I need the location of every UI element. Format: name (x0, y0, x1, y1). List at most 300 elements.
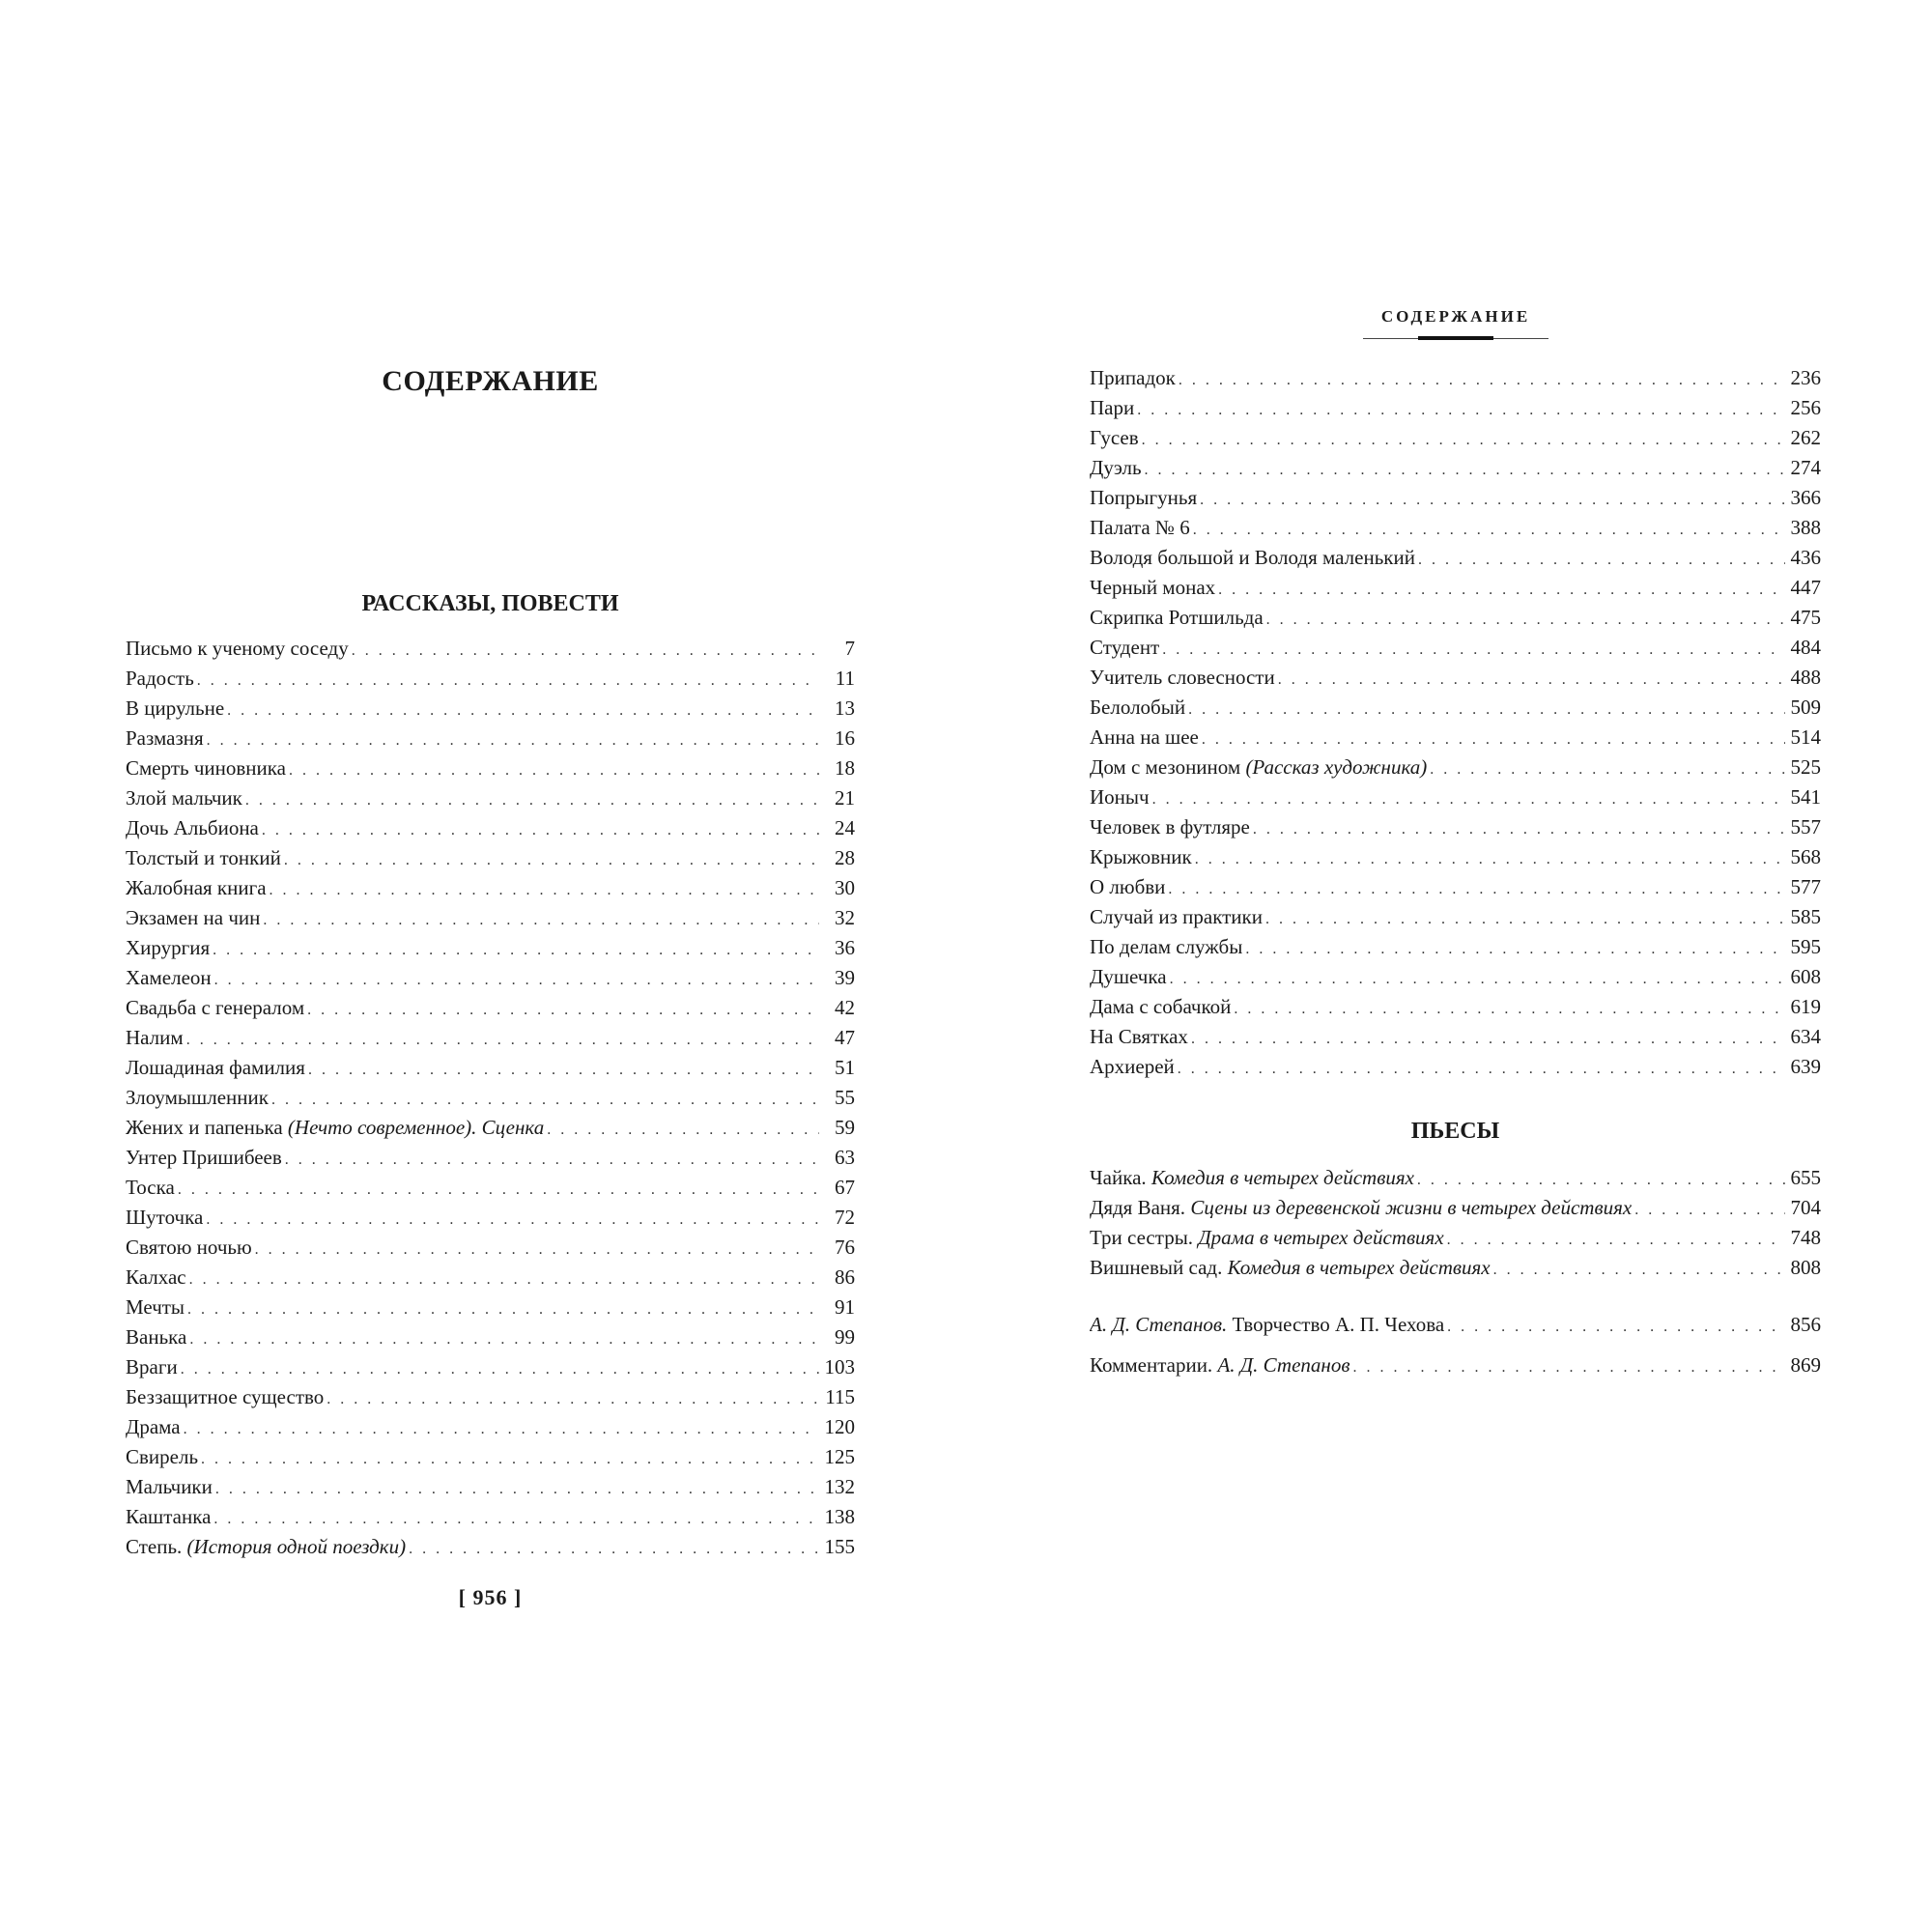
toc-leader-dots (1253, 814, 1785, 842)
toc-item-title-text: Мальчики (126, 1475, 213, 1498)
toc-item[interactable] (126, 694, 855, 724)
toc-item[interactable] (126, 664, 855, 694)
toc-item-title-text: Володя большой и Володя маленький (1090, 546, 1415, 569)
toc-leader-dots (184, 1414, 819, 1442)
toc-item-title (1090, 1163, 1414, 1193)
toc-item-page: 72 (835, 1206, 855, 1229)
toc-item-title (1090, 902, 1263, 932)
running-head: СОДЕРЖАНИЕ (1380, 307, 1531, 326)
toc-item-title (126, 1173, 175, 1203)
toc-leader-dots (262, 815, 819, 843)
toc-item[interactable] (1090, 483, 1821, 513)
toc-leader-dots (1195, 844, 1785, 872)
toc-item-title (126, 993, 304, 1023)
toc-item[interactable] (126, 813, 855, 843)
toc-leader-dots (1200, 485, 1785, 513)
toc-item-page: 76 (835, 1236, 855, 1259)
toc-leader-dots (245, 785, 819, 813)
toc-item-title-text: Дуэль (1090, 456, 1142, 479)
toc-item-page: 634 (1790, 1025, 1821, 1048)
toc-item[interactable] (1090, 663, 1821, 693)
toc-item-title-text: Гусев (1090, 426, 1139, 449)
toc-item-title-text: Творчество А. П. Чехова (1232, 1313, 1445, 1336)
toc-item[interactable] (1090, 573, 1821, 603)
toc-item[interactable] (1090, 1350, 1821, 1380)
toc-item-page: 103 (824, 1355, 855, 1378)
toc-item-title (1090, 1223, 1444, 1253)
toc-item-page: 262 (1790, 426, 1821, 449)
toc-leader-dots (284, 845, 819, 873)
toc-leader-dots (1493, 1255, 1785, 1283)
toc-item[interactable] (1090, 393, 1821, 423)
toc-comments (1090, 1350, 1821, 1380)
toc-leader-dots (1202, 724, 1785, 753)
page-number: [ 956 ] (458, 1585, 523, 1609)
toc-item[interactable] (1090, 962, 1821, 992)
toc-item[interactable] (1090, 363, 1821, 393)
toc-item-title-text: Черный монах (1090, 576, 1216, 599)
toc-item[interactable] (126, 634, 855, 664)
toc-item[interactable] (1090, 782, 1821, 812)
toc-item-title (1090, 363, 1176, 393)
toc-item-title-text: Свадьба с генералом (126, 996, 305, 1019)
toc-item-page: 47 (835, 1026, 855, 1049)
toc-item-page: 67 (835, 1176, 855, 1199)
toc-leader-dots (1447, 1312, 1785, 1340)
toc-item-title-text: Унтер Пришибеев (126, 1146, 282, 1169)
toc-leader-dots (201, 1444, 819, 1472)
toc-item-page: 16 (835, 726, 855, 750)
toc-item-title (126, 933, 210, 963)
toc-leader-dots (1234, 994, 1785, 1022)
toc-item-page: 18 (835, 756, 855, 780)
toc-leader-dots (178, 1175, 819, 1203)
toc-item-title (126, 1083, 269, 1113)
toc-item-title (1090, 573, 1215, 603)
toc-leader-dots (1278, 665, 1785, 693)
toc-item-title (126, 903, 260, 933)
toc-item-title (126, 1472, 213, 1502)
toc-item-page: 436 (1790, 546, 1821, 569)
toc-item-page: 585 (1790, 905, 1821, 928)
toc-item-page: 274 (1790, 456, 1821, 479)
toc-item-title-text: Пари (1090, 396, 1135, 419)
toc-item-title-text: Дама с собачкой (1090, 995, 1232, 1018)
toc-item-title (1090, 1253, 1491, 1283)
toc-item[interactable] (1090, 423, 1821, 453)
toc-item-subtitle: Комедия в четырех действиях (1151, 1166, 1414, 1189)
toc-item-title (1090, 663, 1275, 693)
toc-item[interactable] (126, 1322, 855, 1352)
toc-item-title-text: О любви (1090, 875, 1166, 898)
toc-item-title (126, 783, 242, 813)
toc-item-title (126, 634, 349, 664)
toc-item[interactable] (126, 963, 855, 993)
toc-leader-dots (327, 1384, 819, 1412)
toc-item[interactable] (1090, 513, 1821, 543)
toc-item[interactable] (1090, 453, 1821, 483)
toc-item-page: 256 (1790, 396, 1821, 419)
toc-item[interactable] (126, 1083, 855, 1113)
toc-item[interactable] (126, 1023, 855, 1053)
toc-item[interactable] (126, 724, 855, 753)
toc-item-title-text: Припадок (1090, 366, 1176, 389)
toc-item-page: 447 (1790, 576, 1821, 599)
toc-leader-dots (1218, 575, 1785, 603)
toc-item-title-text: Размазня (126, 726, 204, 750)
toc-item-title-text: Тоска (126, 1176, 175, 1199)
toc-item-title (126, 813, 259, 843)
toc-leader-dots (270, 875, 819, 903)
toc-item-page: 39 (835, 966, 855, 989)
toc-item-title-text: Враги (126, 1355, 178, 1378)
toc-item-page: 91 (835, 1295, 855, 1319)
toc-item[interactable] (126, 1382, 855, 1412)
toc-item[interactable] (126, 903, 855, 933)
toc-item-page: 21 (835, 786, 855, 810)
toc-item[interactable] (126, 1113, 855, 1143)
toc-item-title-text: Драма (126, 1415, 181, 1438)
toc-item-title (1090, 423, 1139, 453)
toc-leader-dots (1178, 1054, 1785, 1082)
toc-leader-dots (1245, 934, 1785, 962)
toc-item-page: 748 (1790, 1226, 1821, 1249)
toc-item-page: 132 (824, 1475, 855, 1498)
toc-item-page: 484 (1790, 636, 1821, 659)
toc-item-author: А. Д. Степанов. (1090, 1313, 1228, 1336)
toc-item-page: 7 (844, 637, 855, 660)
toc-item-title (126, 843, 281, 873)
toc-leader-dots (189, 1264, 819, 1293)
toc-item-title-text: Шуточка (126, 1206, 204, 1229)
toc-leader-dots (1634, 1195, 1785, 1223)
toc-item[interactable] (1090, 1223, 1821, 1253)
toc-item[interactable] (126, 1173, 855, 1203)
toc-item-title-text: Ванька (126, 1325, 187, 1349)
toc-item-title (1090, 872, 1165, 902)
toc-item-title-text: Попрыгунья (1090, 486, 1198, 509)
toc-item-title-text: Каштанка (126, 1505, 212, 1528)
toc-item[interactable] (1090, 633, 1821, 663)
toc-item-title-text: Душечка (1090, 965, 1167, 988)
toc-leader-dots (1162, 635, 1785, 663)
toc-item-title-text: Архиерей (1090, 1055, 1175, 1078)
toc-item-title (1090, 1052, 1175, 1082)
toc-item-page: 30 (835, 876, 855, 899)
toc-leader-dots (1352, 1352, 1785, 1380)
toc-item-author: А. Д. Степанов (1217, 1353, 1350, 1377)
toc-item[interactable] (1090, 812, 1821, 842)
toc-leader-dots (1418, 545, 1785, 573)
toc-item-page: 42 (835, 996, 855, 1019)
toc-item-title (126, 694, 224, 724)
toc-item-title-text: Учитель словесности (1090, 666, 1275, 689)
toc-leader-dots (352, 636, 819, 664)
toc-leader-dots (263, 905, 819, 933)
toc-item-title-text: Хирургия (126, 936, 211, 959)
toc-item-subtitle: (Нечто современное). Сценка (287, 1116, 545, 1139)
toc-item-page: 28 (835, 846, 855, 869)
toc-item-page: 366 (1790, 486, 1821, 509)
toc-item-title-text: Жених и папенька (126, 1116, 283, 1139)
toc-leader-dots (207, 725, 819, 753)
toc-item-title (126, 724, 204, 753)
toc-item-title (126, 1233, 252, 1263)
toc-item[interactable] (1090, 693, 1821, 723)
toc-item[interactable] (126, 1053, 855, 1083)
toc-item-page: 568 (1790, 845, 1821, 868)
toc-item-page: 32 (835, 906, 855, 929)
toc-item[interactable] (126, 783, 855, 813)
toc-item-page: 115 (825, 1385, 855, 1408)
toc-leader-dots (547, 1115, 819, 1143)
toc-item-title-text: Скрипка Ротшильда (1090, 606, 1264, 629)
toc-item-title-text: Мечты (126, 1295, 185, 1319)
toc-item-title (126, 1023, 184, 1053)
toc-leader-dots (215, 1474, 819, 1502)
toc-item-title (126, 1263, 186, 1293)
toc-leader-dots (227, 696, 819, 724)
toc-item-title (1090, 1193, 1632, 1223)
toc-item-title-text: Палата № 6 (1090, 516, 1190, 539)
toc-item-title-text: Злой мальчик (126, 786, 242, 810)
toc-item-title-text: Случай из практики (1090, 905, 1263, 928)
toc-item-title (126, 1053, 305, 1083)
toc-item[interactable] (1090, 1193, 1821, 1223)
toc-item-page: 541 (1790, 785, 1821, 809)
toc-item-title (1090, 782, 1150, 812)
toc-item-title-text: Злоумышленник (126, 1086, 269, 1109)
toc-item[interactable] (126, 1442, 855, 1472)
toc-item-page: 655 (1790, 1166, 1821, 1189)
toc-item-page: 608 (1790, 965, 1821, 988)
toc-item[interactable] (126, 1352, 855, 1382)
toc-leader-dots (255, 1235, 819, 1263)
toc-item[interactable] (1090, 1163, 1821, 1193)
toc-list-stories-left (126, 634, 855, 1562)
toc-item-page: 869 (1790, 1353, 1821, 1377)
toc-item[interactable] (126, 1502, 855, 1532)
toc-item-title-text: В цирульне (126, 696, 225, 720)
toc-item-title-text: Калхас (126, 1265, 186, 1289)
toc-item-page: 125 (824, 1445, 855, 1468)
toc-item-page: 388 (1790, 516, 1821, 539)
toc-item-title-text: Свирель (126, 1445, 199, 1468)
toc-item-title (1090, 603, 1264, 633)
toc-item-title-text: Беззащитное существо (126, 1385, 325, 1408)
toc-item-title (1090, 753, 1427, 782)
toc-item-page: 13 (835, 696, 855, 720)
toc-item[interactable] (126, 933, 855, 963)
toc-item-title-text: Налим (126, 1026, 184, 1049)
toc-item[interactable] (1090, 723, 1821, 753)
toc-item[interactable] (1090, 842, 1821, 872)
toc-item-page: 63 (835, 1146, 855, 1169)
toc-item[interactable] (1090, 902, 1821, 932)
toc-leader-dots (189, 1324, 819, 1352)
toc-item-page: 557 (1790, 815, 1821, 838)
page-title: СОДЕРЖАНИЕ (382, 365, 599, 397)
toc-item-title-text: Экзамен на чин (126, 906, 261, 929)
toc-item-title-text: Ионыч (1090, 785, 1150, 809)
toc-item-page: 155 (824, 1535, 855, 1558)
toc-leader-dots (285, 1145, 819, 1173)
toc-item-page: 55 (835, 1086, 855, 1109)
toc-item-page: 808 (1790, 1256, 1821, 1279)
toc-item-title (1090, 992, 1231, 1022)
toc-leader-dots (213, 1504, 819, 1532)
toc-item-title (126, 963, 212, 993)
toc-item-title (126, 1442, 198, 1472)
toc-item-title (1090, 932, 1242, 962)
toc-leader-dots (1152, 784, 1785, 812)
toc-item-page: 24 (835, 816, 855, 839)
toc-leader-dots (1145, 455, 1785, 483)
running-head-rule-accent (1418, 336, 1493, 340)
toc-item-title (1090, 1310, 1444, 1340)
toc-leader-dots (1430, 754, 1785, 782)
toc-item-title-text: Белолобый (1090, 696, 1186, 719)
toc-leader-dots (1188, 695, 1785, 723)
toc-essay (1090, 1310, 1821, 1340)
toc-item-title-text: Анна на шее (1090, 725, 1199, 749)
toc-item-title-text: Человек в футляре (1090, 815, 1250, 838)
toc-item-page: 525 (1790, 755, 1821, 779)
toc-item[interactable] (1090, 1253, 1821, 1283)
toc-item[interactable] (1090, 1310, 1821, 1340)
toc-item-page: 236 (1790, 366, 1821, 389)
toc-item-title-text: Святою ночью (126, 1236, 252, 1259)
toc-item-title-text: Комментарии. (1090, 1353, 1213, 1377)
toc-item[interactable] (126, 993, 855, 1023)
section-title-plays: ПЬЕСЫ (1410, 1119, 1500, 1144)
toc-leader-dots (197, 666, 819, 694)
toc-item-page: 514 (1790, 725, 1821, 749)
toc-item-title (1090, 1350, 1350, 1380)
toc-item-page: 36 (835, 936, 855, 959)
toc-leader-dots (409, 1534, 819, 1562)
toc-item-title (1090, 543, 1415, 573)
toc-item[interactable] (1090, 1052, 1821, 1082)
toc-item-subtitle: Сцены из деревенской жизни в четырех действиях (1190, 1196, 1633, 1219)
toc-item-title-text: На Святках (1090, 1025, 1188, 1048)
toc-item[interactable] (126, 1203, 855, 1233)
toc-item-title-text: Крыжовник (1090, 845, 1192, 868)
toc-item-title-text: Дядя Ваня. (1090, 1196, 1186, 1219)
toc-item[interactable] (1090, 753, 1821, 782)
toc-item-page: 138 (824, 1505, 855, 1528)
toc-leader-dots (271, 1085, 819, 1113)
toc-item-title (126, 1502, 211, 1532)
toc-item-page: 99 (835, 1325, 855, 1349)
toc-leader-dots (307, 995, 819, 1023)
toc-item[interactable] (1090, 543, 1821, 573)
toc-item-page: 475 (1790, 606, 1821, 629)
toc-item[interactable] (126, 1412, 855, 1442)
toc-item-title-text: Радость (126, 667, 194, 690)
toc-item-page: 51 (835, 1056, 855, 1079)
toc-item-subtitle: Комедия в четырех действиях (1227, 1256, 1491, 1279)
toc-item-title (126, 1382, 324, 1412)
toc-item[interactable] (1090, 992, 1821, 1022)
toc-leader-dots (1265, 904, 1785, 932)
toc-item[interactable] (126, 1233, 855, 1263)
toc-item-title-text: Дом с мезонином (1090, 755, 1241, 779)
toc-item-title-text: Хамелеон (126, 966, 212, 989)
toc-item-page: 86 (835, 1265, 855, 1289)
toc-item-page: 509 (1790, 696, 1821, 719)
toc-leader-dots (1179, 365, 1785, 393)
toc-item-title-text: Лошадиная фамилия (126, 1056, 305, 1079)
toc-item[interactable] (1090, 1022, 1821, 1052)
toc-item-title (1090, 483, 1197, 513)
toc-leader-dots (1142, 425, 1785, 453)
toc-leader-dots (1137, 395, 1785, 423)
toc-item[interactable] (126, 843, 855, 873)
toc-item[interactable] (126, 1293, 855, 1322)
toc-leader-dots (213, 935, 819, 963)
toc-leader-dots (206, 1205, 819, 1233)
toc-item-title (126, 1143, 282, 1173)
toc-item-page: 856 (1790, 1313, 1821, 1336)
toc-item-title (126, 1293, 185, 1322)
toc-item-page: 11 (835, 667, 855, 690)
toc-item[interactable] (1090, 872, 1821, 902)
toc-item-title (1090, 1022, 1188, 1052)
toc-item-title-text: Дочь Альбиона (126, 816, 259, 839)
toc-item-page: 577 (1790, 875, 1821, 898)
toc-item-title (126, 873, 267, 903)
toc-item[interactable] (126, 1263, 855, 1293)
toc-item-title (126, 1412, 181, 1442)
toc-list-stories-right (1090, 363, 1821, 1082)
toc-item-title (126, 1113, 544, 1143)
toc-leader-dots (1168, 874, 1785, 902)
toc-leader-dots (1170, 964, 1785, 992)
section-title-stories: РАССКАЗЫ, ПОВЕСТИ (361, 591, 619, 616)
toc-item-title-text: Толстый и тонкий (126, 846, 281, 869)
toc-item-title-text: Степь. (126, 1535, 183, 1558)
toc-item-title-text: Студент (1090, 636, 1160, 659)
toc-item-title (1090, 962, 1167, 992)
toc-item-title-text: Три сестры. (1090, 1226, 1194, 1249)
toc-item-title (1090, 393, 1134, 423)
toc-item[interactable] (126, 1143, 855, 1173)
toc-item-title (126, 1352, 178, 1382)
toc-item-subtitle: (История одной поездки) (186, 1535, 407, 1558)
toc-item-title (1090, 723, 1199, 753)
toc-item-title (126, 664, 194, 694)
toc-item-title (1090, 693, 1185, 723)
toc-item[interactable] (1090, 932, 1821, 962)
toc-list-plays (1090, 1163, 1821, 1283)
toc-leader-dots (1193, 515, 1785, 543)
toc-leader-dots (214, 965, 819, 993)
toc-item[interactable] (126, 873, 855, 903)
toc-item[interactable] (126, 1472, 855, 1502)
toc-item-title (1090, 513, 1190, 543)
toc-item-title (126, 1203, 203, 1233)
toc-item[interactable] (1090, 603, 1821, 633)
toc-item[interactable] (126, 1532, 855, 1562)
toc-leader-dots (1417, 1165, 1785, 1193)
toc-leader-dots (1191, 1024, 1785, 1052)
toc-item[interactable] (126, 753, 855, 783)
toc-item-title (126, 1532, 406, 1562)
toc-leader-dots (181, 1354, 819, 1382)
toc-item-title (126, 753, 286, 783)
toc-item-page: 639 (1790, 1055, 1821, 1078)
